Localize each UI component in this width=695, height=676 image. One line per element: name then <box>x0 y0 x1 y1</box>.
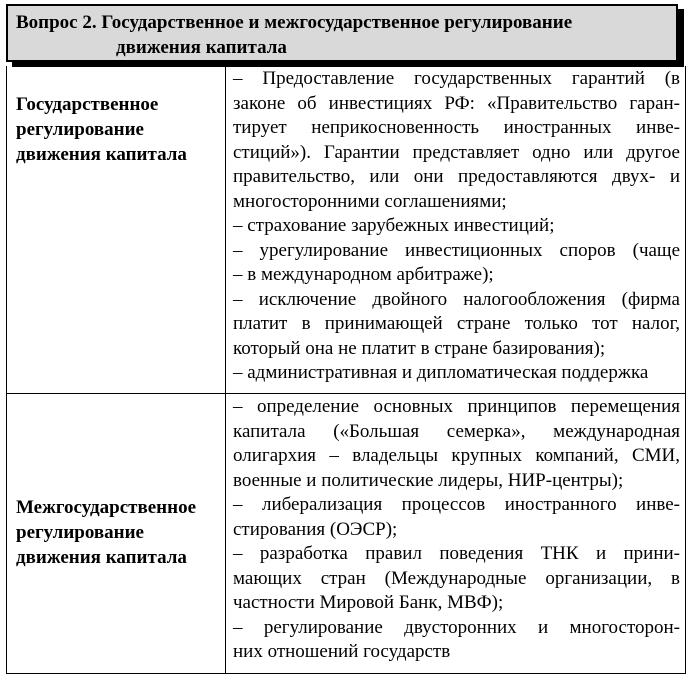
content-line: олигархия – владельцы крупных компаний, СМИ, <box>233 445 680 466</box>
row-label-line: регулирование <box>16 522 144 543</box>
question-header <box>6 4 678 62</box>
row-content-state-regulation <box>233 67 680 386</box>
content-line: – урегулирование инвестиционных споров (чаще <box>233 239 680 261</box>
content-line: стирования (ОЭСР); <box>233 518 398 540</box>
content-line: многосторонними соглашениями; <box>233 190 507 212</box>
content-line: стиций»). Гарантии представляет одно или другое <box>233 141 680 163</box>
row-label-line: Межгосударственное <box>16 497 196 518</box>
content-line: – исключение двойного налогообложения (фирма <box>233 288 680 310</box>
content-line: военные и политические лидеры, НИР-центры); <box>233 469 624 491</box>
row-label-line: движения капитала <box>16 547 187 568</box>
content-line: – Предоставление государственных гарантий (в <box>233 68 680 89</box>
content-line: – страхование зарубежных инвестиций; <box>233 215 555 236</box>
content-line: них отношений государств <box>233 641 451 662</box>
content-line: капитала («Большая семерка», международная <box>233 420 680 442</box>
header-title-line-1: Вопрос 2. Государственное и межгосударственное регулирование <box>16 12 573 33</box>
header-title-line-2: движения капитала <box>116 37 287 58</box>
content-line: – административная и дипломатическая поддержка <box>233 362 649 383</box>
row-label-interstate-regulation <box>16 495 221 570</box>
regulation-table <box>6 66 686 674</box>
row-label-state-regulation <box>16 92 221 167</box>
content-line: частности Мировой Банк, МВФ); <box>233 592 504 613</box>
content-line: – либерализация процессов иностранного инве- <box>233 494 680 515</box>
content-line: – регулирование двусторонних и многосторон- <box>233 616 680 638</box>
row-divider <box>7 393 685 394</box>
row-label-line: движения капитала <box>16 144 187 165</box>
content-line: мающих стран (Международные организации, в <box>233 567 680 589</box>
content-line: который она не платит в стране базирования); <box>233 337 606 359</box>
content-line: – в международном арбитраже); <box>233 264 494 285</box>
content-line: платит в принимающей стране только тот налог, <box>233 313 680 334</box>
content-line: – определение основных принципов перемещения <box>233 396 680 417</box>
row-label-line: регулирование <box>16 119 144 140</box>
content-line: правительство, или они предоставляются двух- и <box>233 166 680 187</box>
content-line: тирует неприкосновенность иностранных инве- <box>233 117 680 138</box>
content-line: – разработка правил поведения ТНК и прини- <box>233 543 680 564</box>
content-line: законе об инвестициях РФ: «Правительство гаран- <box>233 92 680 114</box>
row-content-interstate-regulation <box>233 395 680 665</box>
row-label-line: Государственное <box>16 94 159 115</box>
column-divider <box>225 66 226 673</box>
